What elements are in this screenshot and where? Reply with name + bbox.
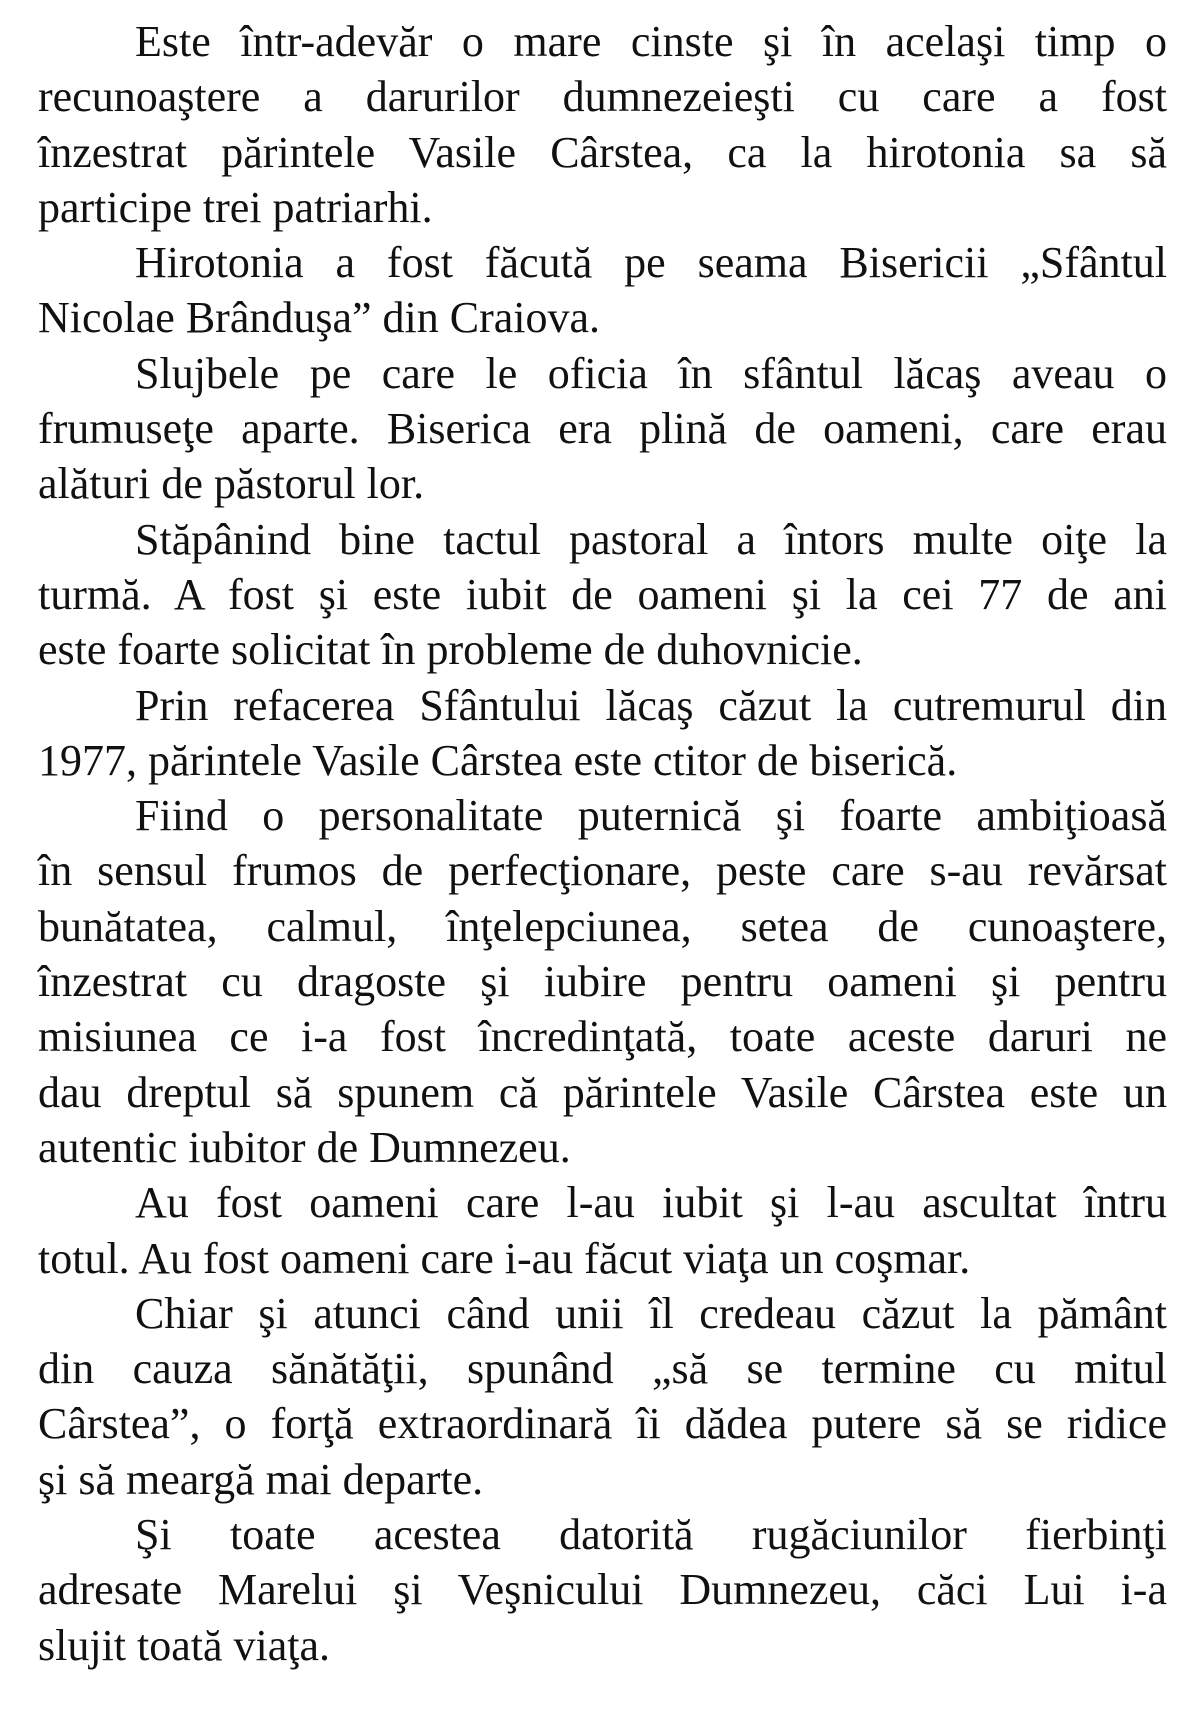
paragraph	[38, 1175, 1167, 1286]
document-page	[38, 14, 1167, 1673]
text-line: slujit toată viaţa.	[38, 1620, 331, 1670]
text-line: înzestrat părintele Vasile Cârstea, ca la hirotonia sa să	[38, 127, 1167, 177]
text-line: şi să meargă mai departe.	[38, 1454, 484, 1504]
text-line: autentic iubitor de Dumnezeu.	[38, 1122, 571, 1172]
paragraph	[38, 512, 1167, 678]
paragraph	[38, 346, 1167, 512]
text-line: înzestrat cu dragoste şi iubire pentru oameni şi pentru	[38, 957, 1167, 1007]
paragraph	[38, 678, 1167, 789]
text-line: 1977, părintele Vasile Cârstea este ctitor de biserică.	[38, 735, 958, 785]
text-line: Au fost oameni care l-au iubit şi l-au ascultat întru	[135, 1178, 1167, 1228]
text-line: misiunea ce i-a fost încredinţată, toate aceste daruri ne	[38, 1012, 1167, 1062]
text-line: participe trei patriarhi.	[38, 182, 433, 232]
paragraph	[38, 1286, 1167, 1507]
text-line: Prin refacerea Sfântului lăcaş căzut la cutremurul din	[135, 680, 1167, 730]
text-line: Nicolae Brânduşa” din Craiova.	[38, 293, 601, 343]
paragraph	[38, 14, 1167, 235]
text-line: în sensul frumos de perfecţionare, peste care s-au revărsat	[38, 846, 1167, 896]
text-line: Cârstea”, o forţă extraordinară îi dădea putere să se ridice	[38, 1399, 1167, 1449]
text-line: este foarte solicitat în probleme de duhovnicie.	[38, 625, 863, 675]
text-line: bunătatea, calmul, înţelepciunea, setea de cunoaştere,	[38, 901, 1167, 951]
paragraph	[38, 788, 1167, 1175]
text-line: recunoaştere a darurilor dumnezeieşti cu care a fost	[38, 72, 1167, 122]
text-line: Stăpânind bine tactul pastoral a întors multe oiţe la	[135, 514, 1167, 564]
text-line: alături de păstorul lor.	[38, 459, 425, 509]
text-line: totul. Au fost oameni care i-au făcut viaţa un coşmar.	[38, 1233, 971, 1283]
text-line: dau dreptul să spunem că părintele Vasile Cârstea este un	[38, 1067, 1167, 1117]
text-line: turmă. A fost şi este iubit de oameni şi la cei 77 de ani	[38, 569, 1167, 619]
paragraph	[38, 235, 1167, 346]
text-line: Fiind o personalitate puternică şi foarte ambiţioasă	[135, 791, 1167, 841]
text-line: frumuseţe aparte. Biserica era plină de oameni, care erau	[38, 404, 1167, 454]
paragraph	[38, 1507, 1167, 1673]
text-line: Şi toate acestea datorită rugăciunilor fierbinţi	[135, 1510, 1167, 1560]
text-line: Slujbele pe care le oficia în sfântul lăcaş aveau o	[135, 348, 1167, 398]
text-line: din cauza sănătăţii, spunând „să se termine cu mitul	[38, 1344, 1167, 1394]
text-line: Este într-adevăr o mare cinste şi în acelaşi timp o	[135, 17, 1167, 66]
text-line: Chiar şi atunci când unii îl credeau căzut la pământ	[135, 1288, 1167, 1338]
text-line: Hirotonia a fost făcută pe seama Bisericii „Sfântul	[135, 238, 1167, 288]
text-line: adresate Marelui şi Veşnicului Dumnezeu, căci Lui i-a	[38, 1565, 1167, 1615]
